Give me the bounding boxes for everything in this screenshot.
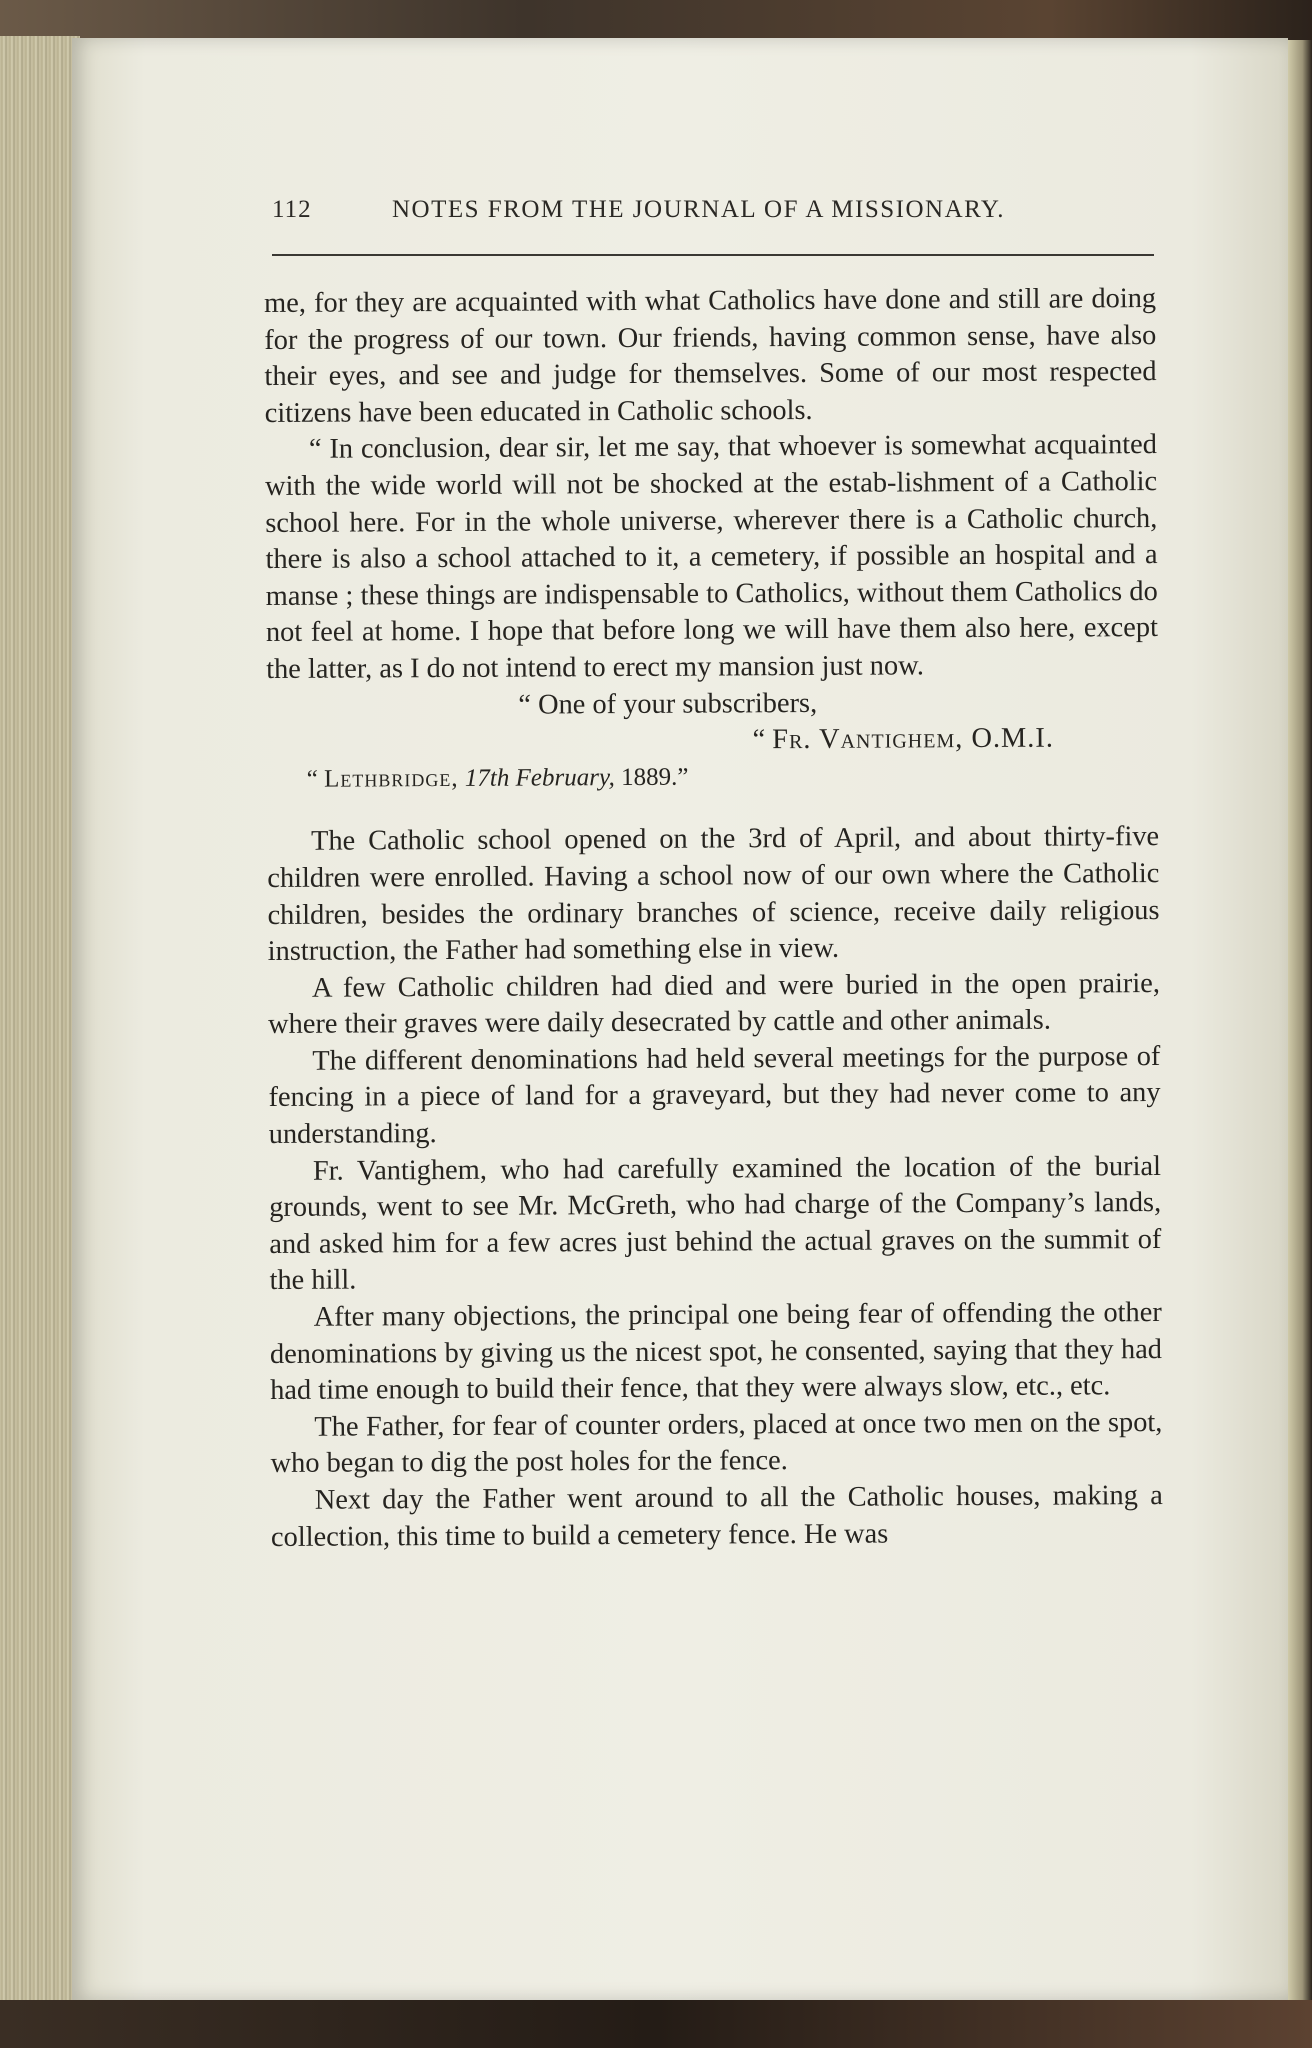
header-rule <box>272 254 1154 256</box>
page-stack-edges <box>0 36 80 2000</box>
dateline-day: 17th February, <box>464 763 615 792</box>
body-paragraph: After many objections, the principal one being fear of offending the other denominations by giving us the nicest spot, he consented, saying that they had had time enough to build their fence, that they were always slow, etc., etc. <box>269 1297 1163 1407</box>
dateline-year: 1889.” <box>621 763 689 791</box>
book-cover-bottom-edge <box>0 2000 1312 2048</box>
dateline-quote: “ <box>306 765 325 793</box>
letter-paragraph: “ In conclusion, dear sir, let me say, that whoever is somewhat acquainted with the wide world will not be shocked at the estab-lishment of a Catholic school here. For in the whole universe, wherever there is a Catholic church, there is also a school attached to it, a cemetery, if possible an hospital and a manse ; these things are indispensable to Catholics, without them Catholics do not feel at home. I hope that before long we will have them also here, except the latter, as I do not intend to erect my mansion just now. <box>265 429 1159 685</box>
letter-closing: “ One of your subscribers, <box>518 687 818 721</box>
signature-quote: “ <box>752 724 773 756</box>
running-head <box>272 196 1152 236</box>
body-paragraph: Fr. Vantighem, who had carefully examined the location of the burial grounds, went to see Mr. McGreth, who had charge of the Company’s lands, and asked him for a few acres just behind the actual graves on the summit of the hill. <box>269 1150 1162 1297</box>
running-title: NOTES FROM THE JOURNAL OF A MISSIONARY. <box>392 196 1006 223</box>
body-paragraph: The Catholic school opened on the 3rd of April, and about thirty-five children were enrolled. Having a school now of our own where the Catholic children, besides the ordinary branches of science, receive daily religious instruction, the Father had something else in view. <box>267 821 1160 968</box>
book-cover-top-edge <box>0 0 1312 40</box>
body-paragraph: The Father, for fear of counter orders, placed at once two men on the spot, who began to dig the post holes for the fence. <box>270 1406 1163 1480</box>
letter-dateline <box>267 757 1159 799</box>
letter-paragraph: me, for they are acquainted with what Catholics have done and still are doing for the progress of our town. Our friends, having common sense, have also their eyes, and see and judge for themselves. Some of our most respected citizens have been educated in Catholic schools. <box>264 283 1157 429</box>
dateline-place: Lethbridge, <box>324 764 459 793</box>
body-paragraph: The different denominations had held several meetings for the purpose of fencing in a piece of land for a graveyard, but they had never come to any understanding. <box>268 1040 1161 1151</box>
page-text <box>264 281 1163 1556</box>
book-right-edge <box>1288 40 1312 2000</box>
signature-name: Fr. Vantighem, O.M.I. <box>772 722 1054 756</box>
page-number: 112 <box>272 196 312 223</box>
letter-signature <box>266 720 1158 762</box>
body-paragraph: A few Catholic children had died and were buried in the open prairie, where their graves were daily desecrated by cattle and other animals. <box>268 967 1160 1041</box>
body-paragraph: Next day the Father went around to all the Catholic houses, making a collection, this time to build a cemetery fence. He was <box>270 1479 1163 1553</box>
